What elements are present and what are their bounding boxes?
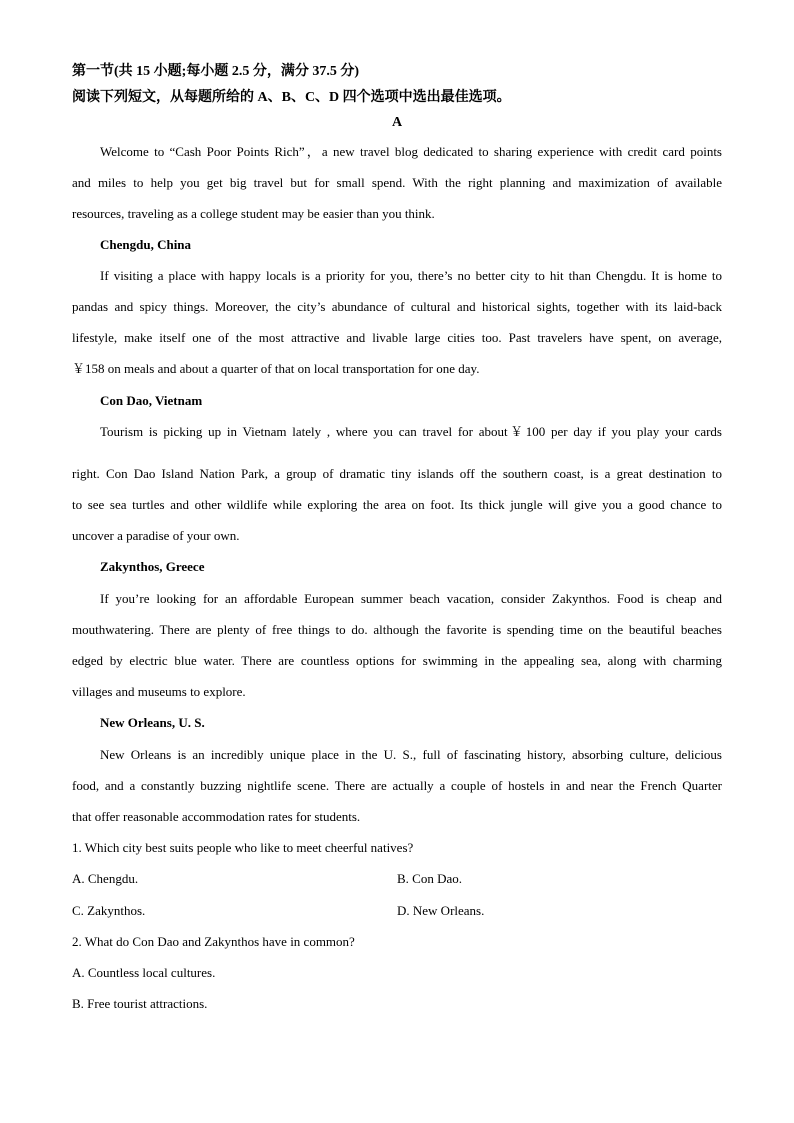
paragraph-line: Tourism is picking up in Vietnam lately , where you can travel for about￥100 per day if you play your cards [100,424,722,439]
place-heading-chengdu: Chengdu, China [100,237,192,252]
intro-line: resources, traveling as a college student may be easier than you think. [72,206,435,221]
option-a[interactable]: A. Chengdu. [72,871,139,886]
paragraph-line: food, and a constantly buzzing nightlife scene. There are actually a couple of hostels in and near the French Quarter [72,778,722,793]
option-b[interactable]: B. Free tourist attractions. [72,996,208,1011]
section-heading: 第一节(共 15 小题;每小题 2.5 分，满分 37.5 分) [72,64,359,79]
paragraph-line: right. Con Dao Island Nation Park, a group of dramatic tiny islands off the southern coast, is a great destination to [72,466,722,481]
place-heading-new-orleans: New Orleans, U. S. [100,715,205,730]
option-d[interactable]: D. New Orleans. [397,903,485,918]
intro-line: and miles to help you get big travel but for small spend. With the right planning and maximization of available [72,175,722,190]
paragraph-line: If you’re looking for an affordable European summer beach vacation, consider Zakynthos. Food is cheap and [100,591,722,606]
paragraph-line: villages and museums to explore. [72,684,246,699]
question-stem: 1. Which city best suits people who like to meet cheerful natives? [72,840,414,855]
question-stem: 2. What do Con Dao and Zakynthos have in common? [72,934,355,949]
option-c[interactable]: C. Zakynthos. [72,903,146,918]
paragraph-line: that offer reasonable accommodation rates for students. [72,809,361,824]
paragraph-line: New Orleans is an incredibly unique place in the U. S., full of fascinating history, absorbing culture, delicious [100,747,722,762]
place-heading-zakynthos: Zakynthos, Greece [100,559,205,574]
paragraph-line: ￥158 on meals and about a quarter of that on local transportation for one day. [72,361,480,376]
option-b[interactable]: B. Con Dao. [397,871,462,886]
paragraph-line: If visiting a place with happy locals is a priority for you, there’s no better city to hit than Chengdu. It is home to [100,268,722,283]
paragraph-line: to see sea turtles and other wildlife while exploring the area on foot. Its thick jungle will give you a good chance to [72,497,722,512]
paragraph-line: uncover a paradise of your own. [72,528,240,543]
passage-letter: A [391,115,403,130]
paragraph-line: edged by electric blue water. There are countless options for swimming in the appealing sea, along with charming [72,653,722,668]
intro-line: Welcome to “Cash Poor Points Rich”，a new travel blog dedicated to sharing experience with credit card points [100,144,722,159]
paragraph-line: mouthwatering. There are plenty of free things to do. although the favorite is spending time on the beautiful beaches [72,622,722,637]
paragraph-line: lifestyle, make itself one of the most attractive and livable large cities too. Past travelers have spent, on average, [72,330,722,345]
paragraph-line: pandas and spicy things. Moreover, the city’s abundance of cultural and historical sights, together with its laid-back [72,299,722,314]
place-heading-con-dao: Con Dao, Vietnam [100,393,203,408]
section-instruction: 阅读下列短文，从每题所给的 A、B、C、D 四个选项中选出最佳选项。 [72,90,511,105]
option-a[interactable]: A. Countless local cultures. [72,965,216,980]
